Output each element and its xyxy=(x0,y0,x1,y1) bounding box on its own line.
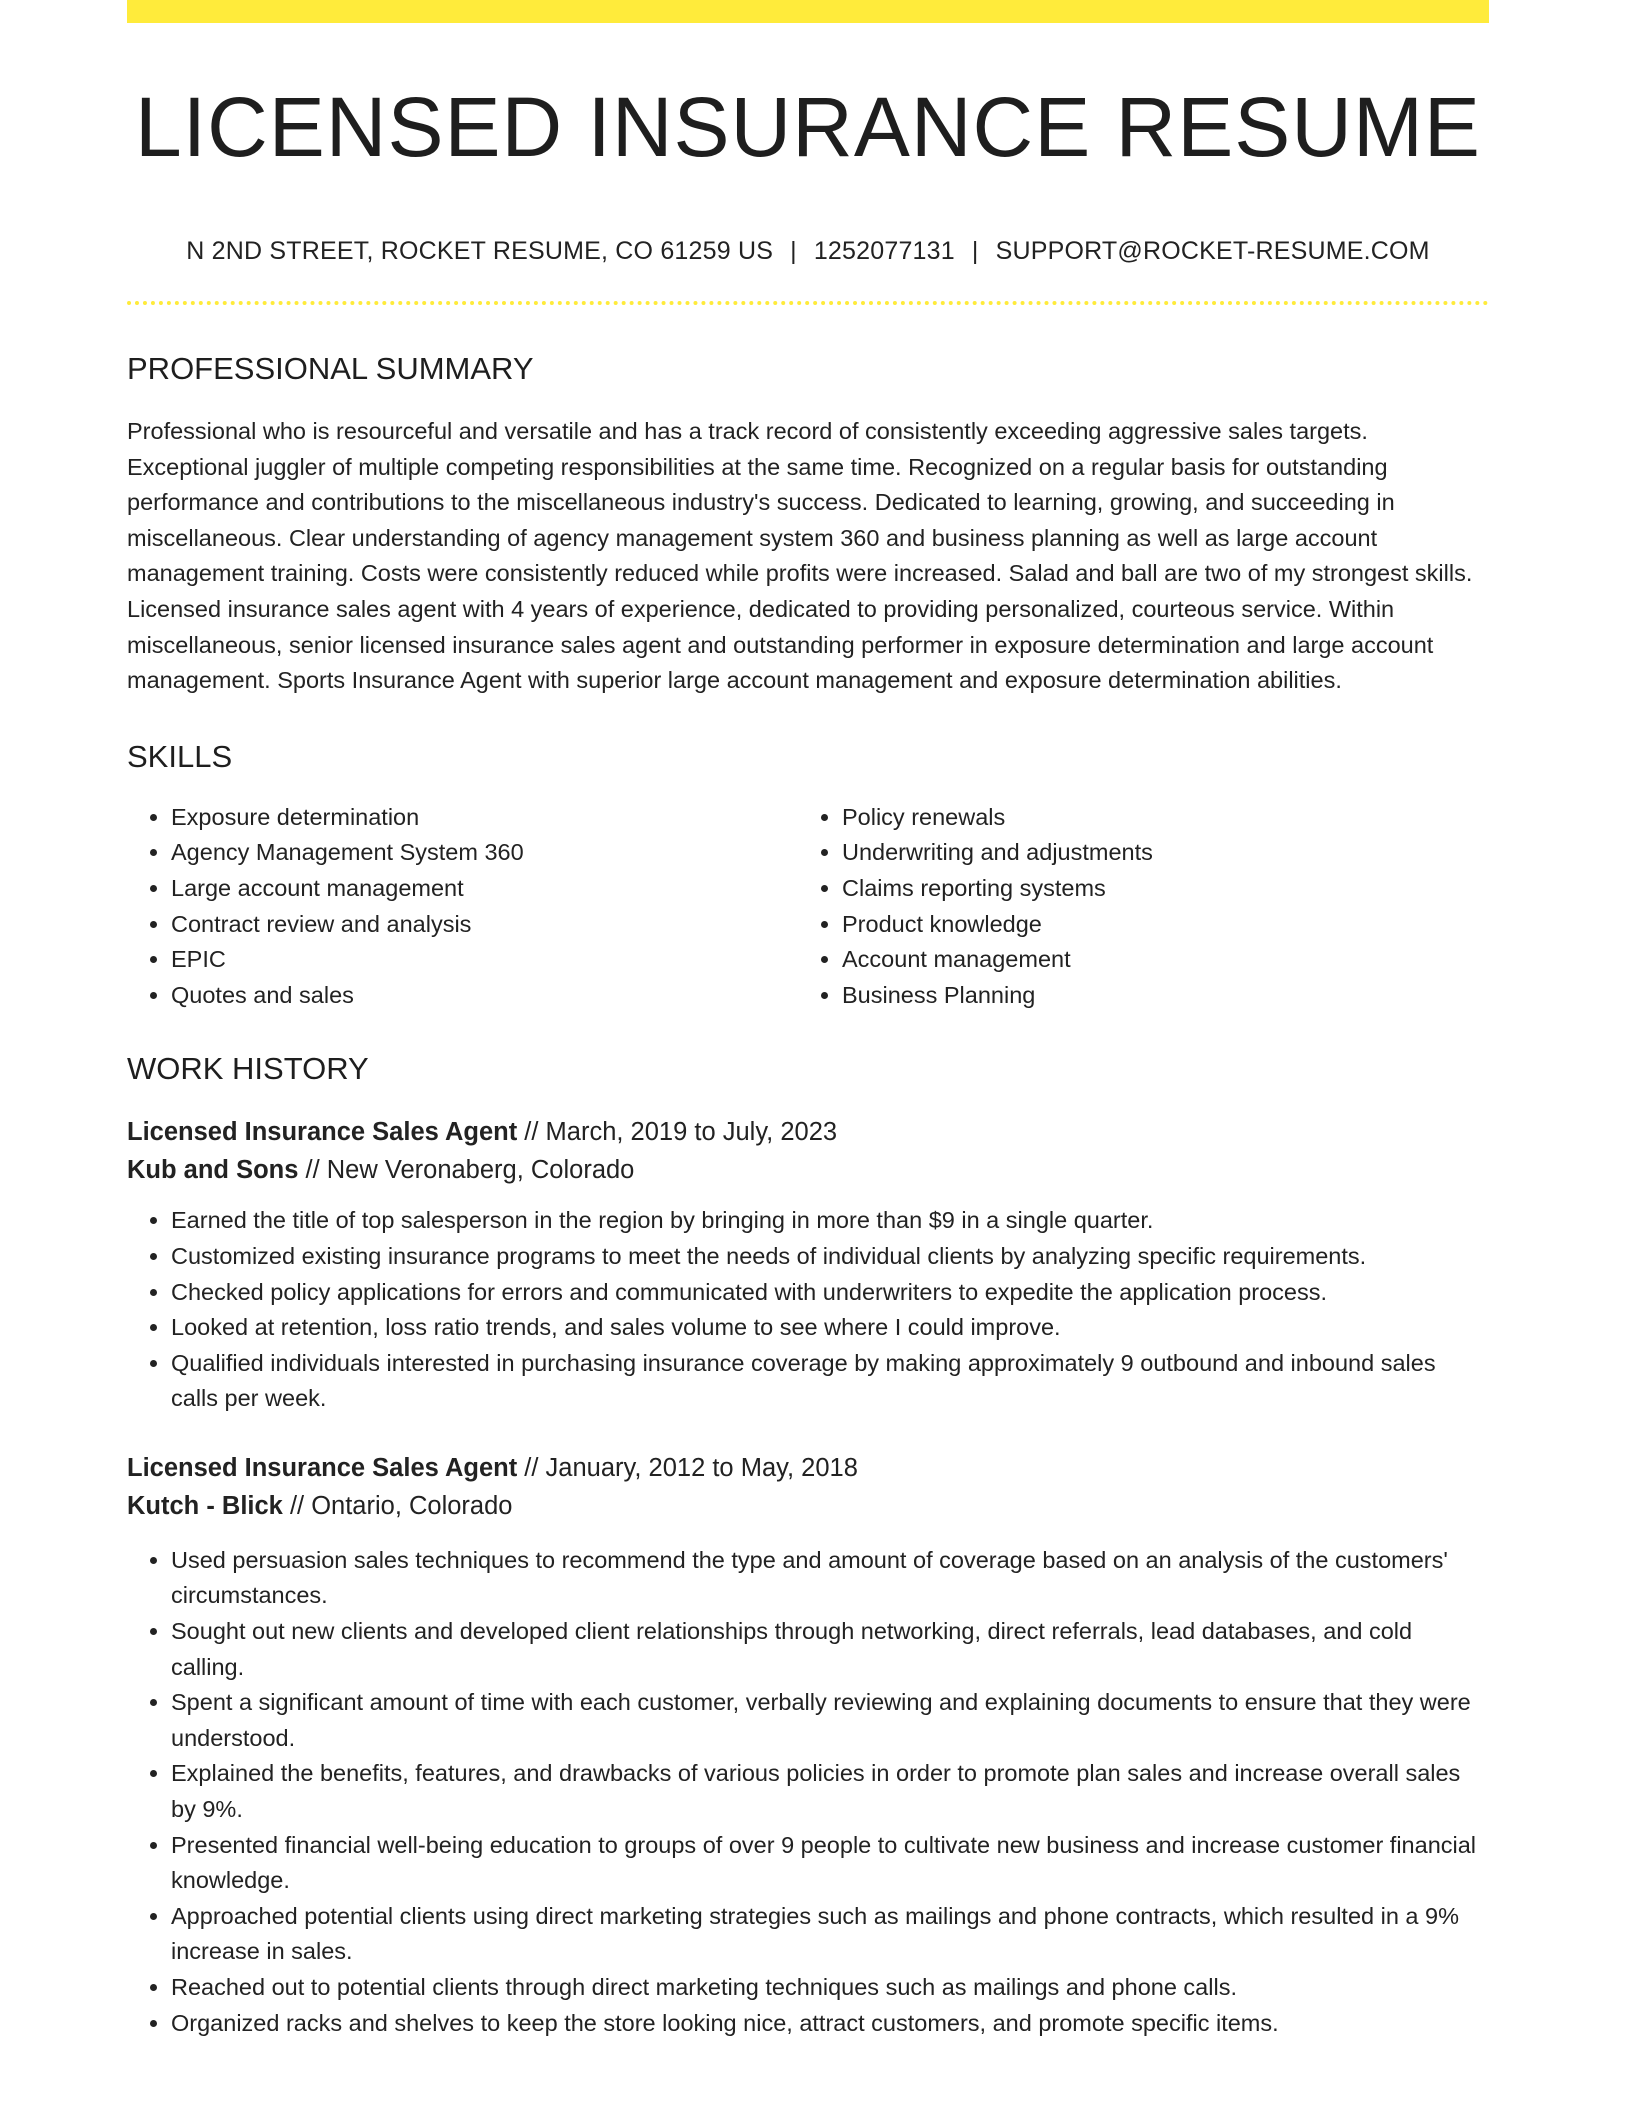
job-company: Kutch - Blick xyxy=(127,1491,283,1520)
job-bullet: • Organized racks and shelves to keep the store looking nice, attract customers, and promote specific items. xyxy=(171,2006,1489,2042)
job-bullets xyxy=(127,1543,1489,2041)
job-header xyxy=(127,1113,1489,1189)
job-bullet: • Explained the benefits, features, and drawbacks of various policies in order to promote plan sales and increase overall sales by 9%. xyxy=(171,1756,1489,1827)
job-title-line xyxy=(127,1449,1489,1487)
summary-text: Professional who is resourceful and versatile and has a track record of consistently exceeding aggressive sales targets. Exceptional juggler of multiple competing responsibilities at the same time. Recognized on a regular basis for outstanding performance and contributions to the miscellaneous industry's success. Dedicated to learning, growing, and succeeding in miscellaneous. Clear understanding of agency management system 360 and business planning as well as large account management training. Costs were consistently reduced while profits were increased. Salad and ball are two of my strongest skills. Licensed insurance sales agent with 4 years of experience, dedicated to providing personalized, courteous service. Within miscellaneous, senior licensed insurance sales agent and outstanding performer in exposure determination and large account management. Sports Insurance Agent with superior large account management and exposure determination abilities. xyxy=(127,418,1473,694)
job-bullet: • Spent a significant amount of time with each customer, verbally reviewing and explaining documents to ensure that they were understood. xyxy=(171,1685,1489,1756)
dotted-divider xyxy=(127,301,1489,305)
job-dates: // March, 2019 to July, 2023 xyxy=(517,1118,838,1147)
contact-separator: | xyxy=(971,237,979,265)
job-dates: // January, 2012 to May, 2018 xyxy=(517,1453,858,1482)
contact-email: SUPPORT@ROCKET-RESUME.COM xyxy=(995,237,1430,265)
job-bullet: • Approached potential clients using direct marketing strategies such as mailings and phone contracts, which resulted in a 9% increase in sales. xyxy=(171,1899,1489,1970)
skills-heading: SKILLS xyxy=(127,738,233,774)
skills-column-left xyxy=(127,800,798,1014)
skill-item: • Product knowledge xyxy=(842,907,1469,943)
job-bullets xyxy=(127,1203,1489,1417)
job-title: Licensed Insurance Sales Agent xyxy=(127,1453,518,1482)
contact-separator: | xyxy=(790,237,797,265)
skills-list xyxy=(127,800,1489,1014)
accent-bar xyxy=(127,0,1489,23)
contact-phone: 1252077131 xyxy=(813,237,955,265)
job-company-line xyxy=(127,1487,1489,1525)
skill-item: • Agency Management System 360 xyxy=(171,835,798,871)
skills-column-right xyxy=(798,800,1469,1014)
work-history-heading: WORK HISTORY xyxy=(127,1051,369,1087)
job-title: Licensed Insurance Sales Agent xyxy=(127,1118,518,1147)
skill-item: • Claims reporting systems xyxy=(842,871,1469,907)
resume-title: LICENSED INSURANCE RESUME xyxy=(135,80,1481,174)
job-company: Kub and Sons xyxy=(127,1156,299,1185)
skill-item: • EPIC xyxy=(171,942,798,978)
job-header xyxy=(127,1449,1489,1525)
job-bullet: • Sought out new clients and developed client relationships through networking, direct referrals, lead databases, and cold calling. xyxy=(171,1614,1489,1685)
job-bullet: • Earned the title of top salesperson in the region by bringing in more than $9 in a single quarter. xyxy=(171,1203,1489,1239)
skill-item: • Quotes and sales xyxy=(171,978,798,1014)
job-bullet: • Looked at retention, loss ratio trends, and sales volume to see where I could improve. xyxy=(171,1310,1489,1346)
skill-item: • Large account management xyxy=(171,871,798,907)
summary-heading: PROFESSIONAL SUMMARY xyxy=(127,351,534,386)
skill-item: • Underwriting and adjustments xyxy=(842,835,1469,871)
job-bullet: • Qualified individuals interested in purchasing insurance coverage by making approximately 9 outbound and inbound sales calls per week. xyxy=(171,1346,1489,1417)
job-bullet: • Presented financial well-being education to groups of over 9 people to cultivate new business and increase customer financial knowledge. xyxy=(171,1828,1489,1899)
contact-address: N 2ND STREET, ROCKET RESUME, CO 61259 US xyxy=(186,237,774,265)
job-bullet: • Used persuasion sales techniques to recommend the type and amount of coverage based on an analysis of the customers' circumstances. xyxy=(171,1543,1489,1614)
job-bullet: • Checked policy applications for errors and communicated with underwriters to expedite the application process. xyxy=(171,1275,1489,1311)
job-location: // Ontario, Colorado xyxy=(282,1491,513,1520)
skill-item: • Account management xyxy=(842,942,1469,978)
job-location: // New Veronaberg, Colorado xyxy=(298,1156,635,1185)
skill-item: • Policy renewals xyxy=(842,800,1469,836)
job-company-line xyxy=(127,1151,1489,1189)
skill-item: • Business Planning xyxy=(842,978,1469,1014)
job-bullet: • Reached out to potential clients through direct marketing techniques such as mailings and phone calls. xyxy=(171,1970,1489,2006)
job-bullet: • Customized existing insurance programs to meet the needs of individual clients by analyzing specific requirements. xyxy=(171,1239,1489,1275)
skill-item: • Contract review and analysis xyxy=(171,907,798,943)
resume-page xyxy=(127,0,1489,2041)
contact-line xyxy=(127,239,1489,264)
job-title-line xyxy=(127,1113,1489,1151)
skill-item: • Exposure determination xyxy=(171,800,798,836)
